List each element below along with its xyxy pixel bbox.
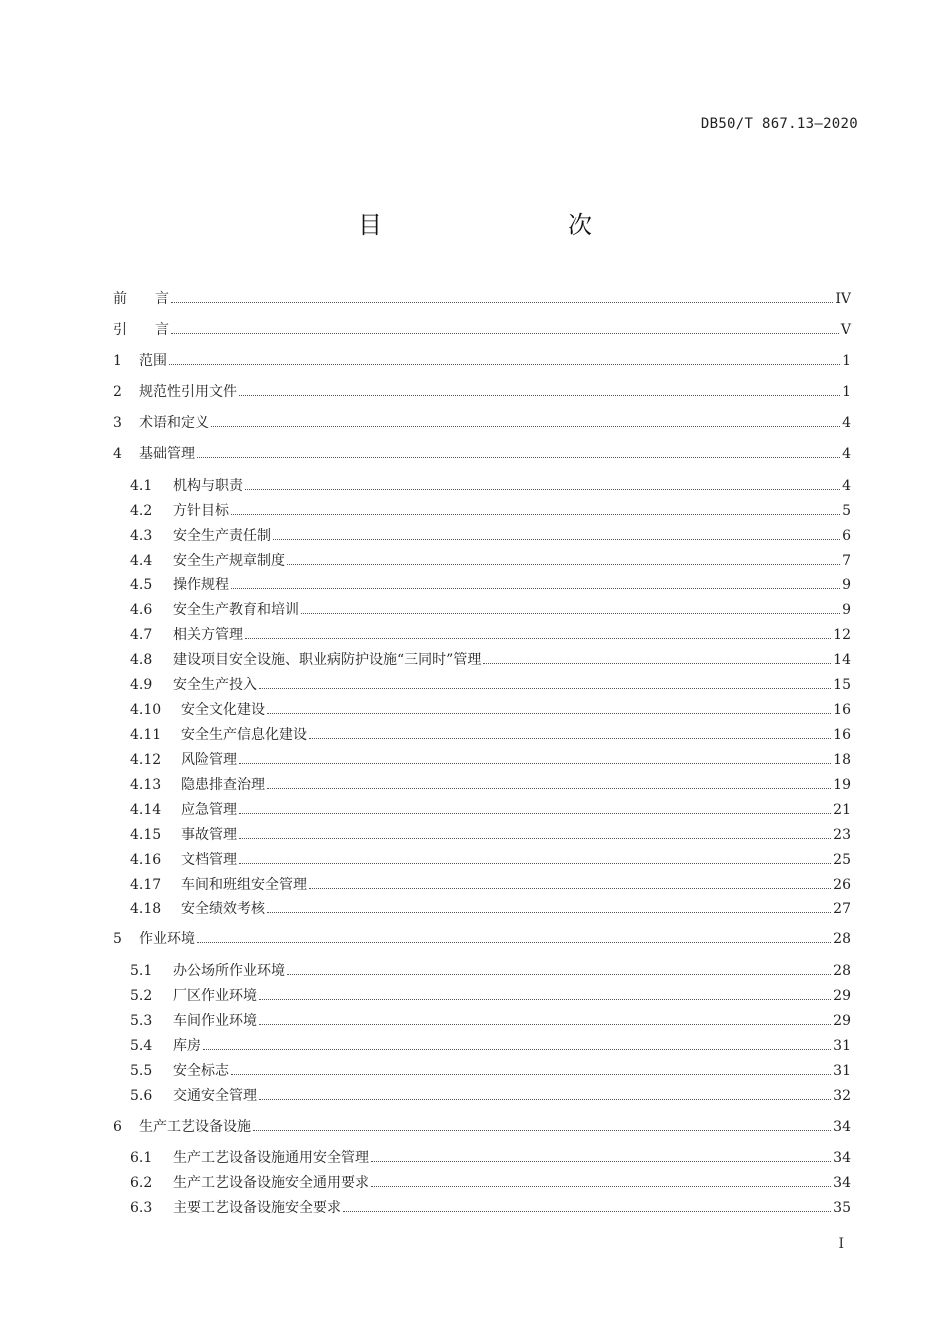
toc-entry-page: 6: [842, 528, 851, 544]
toc-entry[interactable]: [113, 286, 851, 308]
toc-entry[interactable]: [130, 672, 851, 694]
toc-entry[interactable]: [130, 822, 851, 844]
toc-entry-page: 21: [833, 802, 851, 818]
toc-entry[interactable]: [130, 983, 851, 1005]
toc-leader-dots: [253, 1130, 831, 1131]
toc-entry-number: 4.15: [130, 827, 162, 843]
toc-leader-dots: [211, 426, 840, 427]
toc-entry-number: 5: [113, 931, 122, 947]
toc-entry-title: 引 言: [113, 322, 169, 338]
toc-entry-page: V: [840, 322, 851, 338]
toc-leader-dots: [203, 1049, 831, 1050]
toc-entry-number: 5.6: [130, 1088, 153, 1104]
toc-entry-title: 术语和定义: [139, 415, 209, 431]
toc-entry-title: 安全生产信息化建设: [181, 727, 307, 743]
toc-entry-number: 4.8: [130, 652, 153, 668]
toc-entry-page: 4: [842, 478, 851, 494]
toc-entry-number: 4.16: [130, 852, 162, 868]
toc-leader-dots: [231, 1074, 831, 1075]
toc-entry-number: 5.3: [130, 1013, 153, 1029]
toc-entry-number: 4.10: [130, 702, 162, 718]
toc-entry[interactable]: [113, 379, 851, 401]
toc-entry-page: 34: [833, 1150, 851, 1166]
toc-entry-page: 31: [833, 1063, 851, 1079]
toc-leader-dots: [259, 999, 831, 1000]
toc-entry[interactable]: [130, 597, 851, 619]
toc-entry-number: 4.5: [130, 577, 153, 593]
toc-leader-dots: [267, 713, 831, 714]
toc-entry-number: 4.9: [130, 677, 153, 693]
toc-entry[interactable]: [130, 896, 851, 918]
toc-entry-title: 文档管理: [181, 852, 237, 868]
toc-entry-title: 基础管理: [139, 446, 195, 462]
toc-entry[interactable]: [130, 1145, 851, 1167]
toc-entry[interactable]: [130, 1195, 851, 1217]
toc-entry-number: 6.2: [130, 1175, 153, 1191]
toc-entry-title: 车间和班组安全管理: [181, 877, 307, 893]
toc-entry-number: 6: [113, 1119, 122, 1135]
toc-entry-page: 4: [842, 446, 851, 462]
toc-entry[interactable]: [130, 1058, 851, 1080]
toc-leader-dots: [287, 974, 831, 975]
toc-entry-page: 7: [842, 553, 851, 569]
toc-entry-number: 2: [113, 384, 122, 400]
toc-entry-page: 15: [833, 677, 851, 693]
toc-entry-number: 4.2: [130, 503, 153, 519]
toc-entry-page: 25: [833, 852, 851, 868]
toc-entry-title: 操作规程: [173, 577, 229, 593]
toc-leader-dots: [245, 638, 831, 639]
toc-entry[interactable]: [130, 473, 851, 495]
toc-leader-dots: [239, 838, 831, 839]
toc-entry-page: 4: [842, 415, 851, 431]
toc-entry-number: 4.7: [130, 627, 153, 643]
toc-entry-title: 作业环境: [139, 931, 195, 947]
toc-entry-number: 4.4: [130, 553, 153, 569]
toc-entry-number: 5.4: [130, 1038, 153, 1054]
toc-entry[interactable]: [130, 747, 851, 769]
toc-entry[interactable]: [130, 523, 851, 545]
toc-entry[interactable]: [113, 441, 851, 463]
toc-entry-title: 前 言: [113, 291, 169, 307]
toc-entry[interactable]: [130, 772, 851, 794]
toc-leader-dots: [239, 763, 831, 764]
toc-leader-dots: [259, 1099, 831, 1100]
toc-entry[interactable]: [113, 410, 851, 432]
toc-entry-number: 4.3: [130, 528, 153, 544]
toc-leader-dots: [371, 1161, 831, 1162]
toc-entry[interactable]: [130, 622, 851, 644]
toc-leader-dots: [239, 863, 831, 864]
toc-entry-number: 5.5: [130, 1063, 153, 1079]
toc-entry-title: 安全生产规章制度: [173, 553, 285, 569]
toc-entry-page: 16: [833, 702, 851, 718]
toc-entry-title: 方针目标: [173, 503, 229, 519]
toc-entry-number: 4.13: [130, 777, 162, 793]
toc-entry-page: 23: [833, 827, 851, 843]
toc-leader-dots: [197, 457, 840, 458]
toc-entry-page: 32: [833, 1088, 851, 1104]
toc-leader-dots: [267, 788, 831, 789]
toc-entry-title: 办公场所作业环境: [173, 963, 285, 979]
toc-entry-number: 4.11: [130, 727, 162, 743]
toc-entry-title: 事故管理: [181, 827, 237, 843]
toc-entry-number: 4.6: [130, 602, 153, 618]
toc-entry-page: 27: [833, 901, 851, 917]
toc-entry[interactable]: [130, 1083, 851, 1105]
toc-entry[interactable]: [113, 317, 851, 339]
toc-entry-page: 5: [842, 503, 851, 519]
toc-entry-page: 34: [833, 1119, 851, 1135]
toc-entry[interactable]: [130, 722, 851, 744]
toc-entry-page: IV: [835, 291, 851, 307]
toc-entry-title: 车间作业环境: [173, 1013, 257, 1029]
toc-entry-page: 35: [833, 1200, 851, 1216]
toc-entry-title: 生产工艺设备设施安全通用要求: [173, 1175, 369, 1191]
toc-leader-dots: [231, 588, 840, 589]
toc-entry[interactable]: [130, 647, 851, 669]
toc-entry-page: 1: [842, 384, 851, 400]
toc-leader-dots: [371, 1186, 831, 1187]
toc-entry-number: 4.12: [130, 752, 162, 768]
toc-entry-title: 安全生产投入: [173, 677, 257, 693]
toc-entry[interactable]: [130, 498, 851, 520]
toc-leader-dots: [259, 688, 831, 689]
toc-entry[interactable]: [130, 1033, 851, 1055]
toc-entry-page: 16: [833, 727, 851, 743]
toc-entry[interactable]: [130, 797, 851, 819]
toc-leader-dots: [171, 333, 839, 334]
toc-leader-dots: [239, 395, 840, 396]
toc-entry-number: 3: [113, 415, 122, 431]
page-title: 目 次: [358, 211, 638, 239]
toc-leader-dots: [231, 514, 840, 515]
toc-entry-title: 安全绩效考核: [181, 901, 265, 917]
toc-entry-page: 28: [833, 931, 851, 947]
toc-entry-title: 机构与职责: [173, 478, 243, 494]
toc-leader-dots: [301, 613, 840, 614]
toc-entry-title: 安全生产教育和培训: [173, 602, 299, 618]
toc-entry[interactable]: [130, 548, 851, 570]
toc-entry[interactable]: [113, 1114, 851, 1136]
toc-entry-page: 9: [842, 602, 851, 618]
toc-entry[interactable]: [113, 926, 851, 948]
toc-leader-dots: [197, 942, 831, 943]
toc-leader-dots: [273, 539, 840, 540]
toc-entry-number: 6.1: [130, 1150, 153, 1166]
toc-leader-dots: [309, 888, 831, 889]
toc-entry-number: 1: [113, 353, 122, 369]
toc-entry-page: 1: [842, 353, 851, 369]
toc-entry[interactable]: [130, 958, 851, 980]
toc-entry[interactable]: [130, 697, 851, 719]
toc-entry[interactable]: [130, 1170, 851, 1192]
toc-entry-title: 风险管理: [181, 752, 237, 768]
toc-entry-title: 应急管理: [181, 802, 237, 818]
toc-entry-number: 4: [113, 446, 122, 462]
toc-entry-number: 4.1: [130, 478, 153, 494]
toc-entry-title: 规范性引用文件: [139, 384, 237, 400]
toc-entry-title: 范围: [139, 353, 167, 369]
toc-entry-title: 生产工艺设备设施通用安全管理: [173, 1150, 369, 1166]
toc-entry-page: 34: [833, 1175, 851, 1191]
toc-entry[interactable]: [130, 872, 851, 894]
toc-entry-page: 18: [833, 752, 851, 768]
toc-entry-page: 19: [833, 777, 851, 793]
toc-entry[interactable]: [130, 847, 851, 869]
toc-leader-dots: [245, 489, 840, 490]
toc-entry-number: 5.1: [130, 963, 153, 979]
toc-entry-title: 相关方管理: [173, 627, 243, 643]
toc-entry-title: 库房: [173, 1038, 201, 1054]
toc-leader-dots: [169, 364, 840, 365]
toc-entry-title: 主要工艺设备设施安全要求: [173, 1200, 341, 1216]
toc-leader-dots: [483, 663, 831, 664]
toc-entry[interactable]: [113, 348, 851, 370]
toc-entry-title: 厂区作业环境: [173, 988, 257, 1004]
toc-entry-page: 29: [833, 988, 851, 1004]
toc-entry[interactable]: [130, 572, 851, 594]
toc-entry-number: 5.2: [130, 988, 153, 1004]
toc-entry-number: 4.14: [130, 802, 162, 818]
toc-leader-dots: [259, 1024, 831, 1025]
toc-leader-dots: [343, 1211, 831, 1212]
toc-entry-title: 安全生产责任制: [173, 528, 271, 544]
toc-entry-title: 生产工艺设备设施: [139, 1119, 251, 1135]
toc-entry-page: 28: [833, 963, 851, 979]
toc-entry-page: 26: [833, 877, 851, 893]
toc-entry-title: 隐患排查治理: [181, 777, 265, 793]
toc-entry-page: 29: [833, 1013, 851, 1029]
toc-entry-page: 14: [833, 652, 851, 668]
toc-entry-title: 建设项目安全设施、职业病防护设施“三同时”管理: [173, 652, 482, 668]
toc-leader-dots: [239, 813, 831, 814]
toc-entry-page: 12: [833, 627, 851, 643]
toc-entry-page: 31: [833, 1038, 851, 1054]
toc-entry[interactable]: [130, 1008, 851, 1030]
toc-leader-dots: [171, 302, 833, 303]
toc-entry-page: 9: [842, 577, 851, 593]
document-code: DB50/T 867.13—2020: [700, 116, 858, 132]
toc-entry-number: 4.17: [130, 877, 162, 893]
toc-entry-number: 4.18: [130, 901, 162, 917]
toc-leader-dots: [287, 564, 840, 565]
page-number: I: [838, 1236, 844, 1252]
toc-entry-title: 交通安全管理: [173, 1088, 257, 1104]
toc-entry-title: 安全标志: [173, 1063, 229, 1079]
toc-leader-dots: [309, 738, 831, 739]
toc-entry-title: 安全文化建设: [181, 702, 265, 718]
toc-leader-dots: [267, 912, 831, 913]
toc-entry-number: 6.3: [130, 1200, 153, 1216]
